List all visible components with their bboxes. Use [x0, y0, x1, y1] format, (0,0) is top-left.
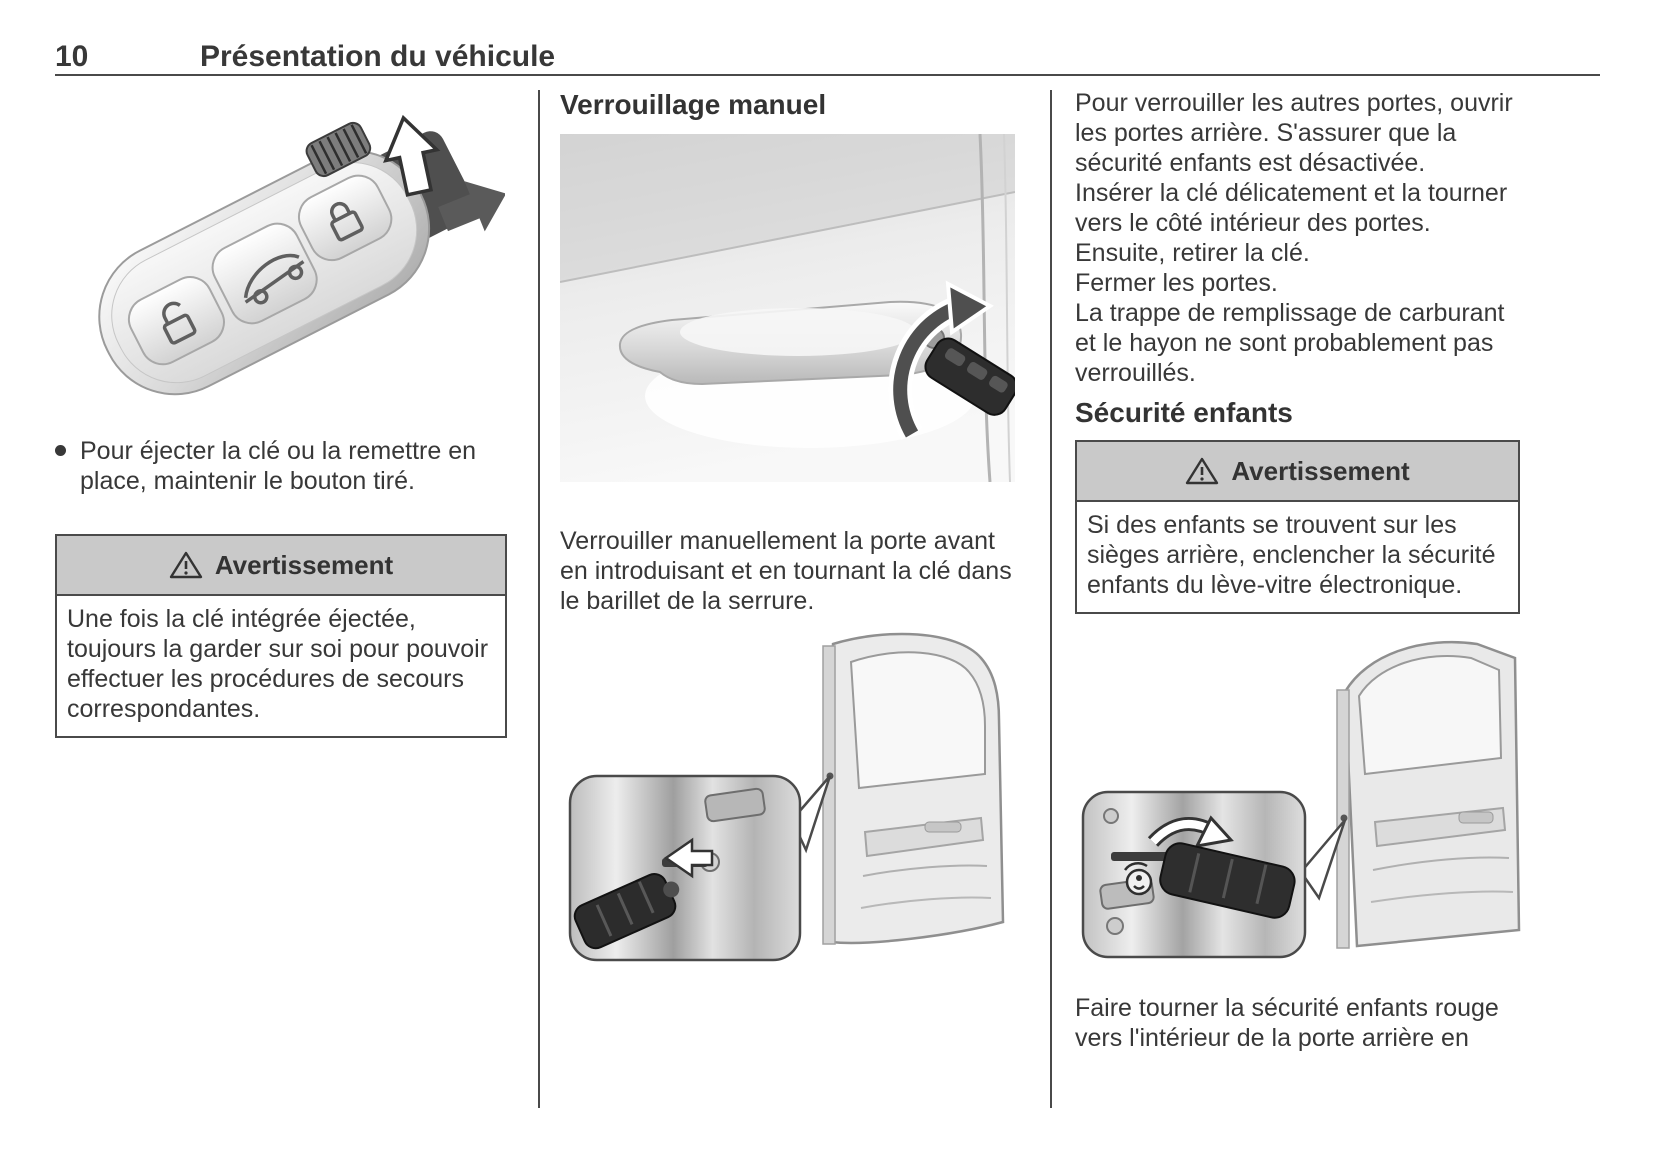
warning-icon	[169, 550, 203, 580]
warning-header	[1077, 442, 1518, 502]
column-divider-2	[1050, 90, 1052, 1108]
open-rear-door	[1337, 642, 1519, 948]
manual-lock-text: Verrouiller manuellement la porte avant en introduisant et en tournant la clé dans le barillet de la serrure.	[560, 527, 1012, 615]
lock-callout-bubble	[570, 776, 800, 960]
bullet-item	[55, 436, 507, 496]
warning-icon	[1185, 456, 1219, 486]
page-title: Présentation du véhicule	[200, 40, 556, 73]
page-number: 10	[55, 40, 89, 73]
other-doors-text-4: Fermer les portes.	[1075, 269, 1278, 297]
warning-label: Avertissement	[214, 549, 394, 580]
warning-box-key	[55, 534, 507, 738]
warning-box-child-safety	[1075, 440, 1520, 614]
other-doors-text-2: Insérer la clé délicatement et la tourner vers le côté intérieur des portes.	[1075, 179, 1508, 237]
header-rule	[55, 74, 1600, 76]
child-lock-callout-bubble	[1083, 792, 1305, 957]
column-divider-1	[538, 90, 540, 1108]
door-handle-illustration	[560, 134, 1015, 482]
warning-label: Avertissement	[1231, 455, 1410, 486]
warning-text: Une fois la clé intégrée éjectée, toujours la garder sur soi pour pouvoir effectuer les procédures de secours correspondantes.	[67, 605, 489, 723]
child-lock-text: Faire tourner la sécurité enfants rouge vers l'intérieur de la porte arrière en	[1075, 994, 1499, 1052]
column-2	[560, 88, 1015, 969]
other-doors-text-5: La trappe de remplissage de carburant et le hayon ne sont probablement pas verrouillés.	[1075, 299, 1505, 387]
rear-door-child-lock-illustration	[1075, 630, 1530, 965]
open-front-door	[823, 634, 1003, 944]
front-door-lock-illustration	[560, 624, 1015, 969]
other-doors-text-3: Ensuite, retirer la clé.	[1075, 239, 1310, 267]
section-heading-securite-enfants: Sécurité enfants	[1075, 397, 1293, 428]
section-heading-verrouillage-manuel: Verrouillage manuel	[560, 89, 827, 120]
column-1	[55, 88, 507, 738]
key-fob-illustration	[55, 98, 505, 420]
bullet-icon	[55, 445, 66, 456]
bullet-text: Pour éjecter la clé ou la remettre en place, maintenir le bouton tiré.	[80, 437, 477, 495]
column-3	[1075, 88, 1520, 1053]
warning-header	[57, 536, 505, 596]
other-doors-text-1: Pour verrouiller les autres portes, ouvrir les portes arrière. S'assurer que la sécurité enfants est désactivée.	[1075, 89, 1513, 177]
warning-text: Si des enfants se trouvent sur les sièges arrière, enclencher la sécurité enfants du lève-vitre électronique.	[1087, 511, 1496, 599]
